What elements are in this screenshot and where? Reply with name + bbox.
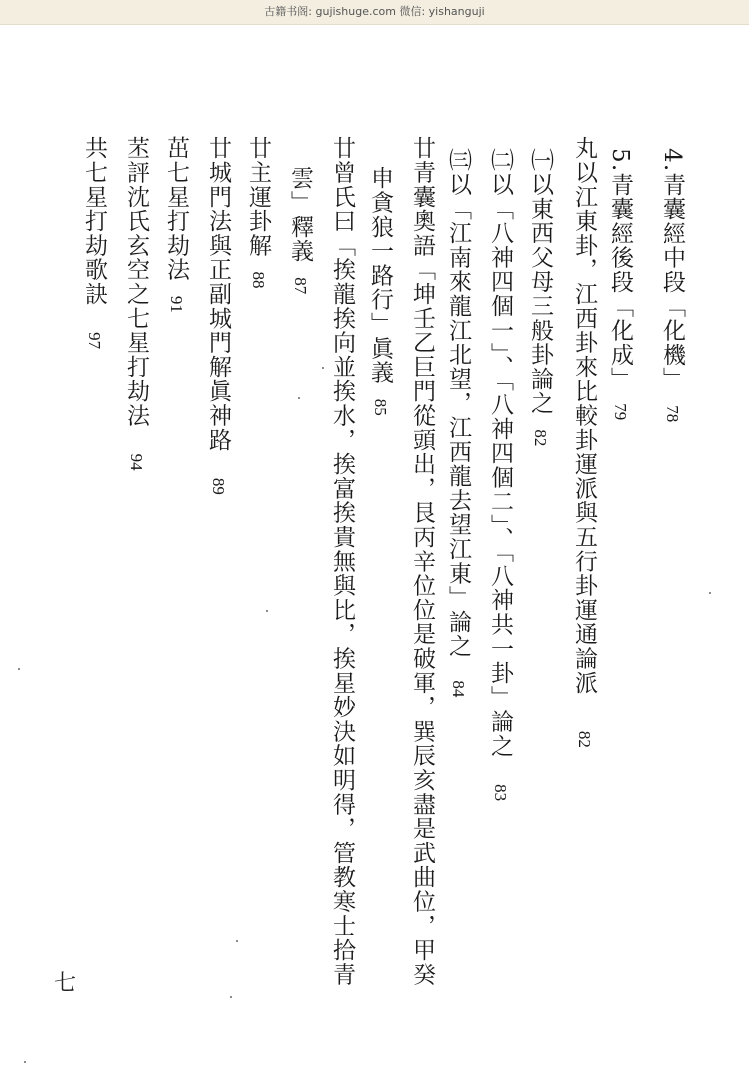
toc-entry-qixing <box>164 136 187 313</box>
toc-entry-jiangdong <box>572 136 595 748</box>
scan-speck <box>709 592 711 594</box>
toc-entry-label: 廿青囊奧語「坤壬乙巨門從頭出，艮丙辛位位是破軍，巽辰亥盡是武曲位，甲癸 <box>409 136 435 987</box>
toc-sub-3 <box>446 148 469 697</box>
toc-entry-gejue <box>82 136 105 349</box>
toc-entry-label: 廿曾氏曰「挨龍挨向並挨水，挨富挨貴無與比，挨星妙決如明得，管教寒士拾青 <box>329 136 355 987</box>
toc-entry-label: ㈠以東西父母三般卦論之 <box>527 148 553 416</box>
toc-entry-label: 雲」釋義 <box>287 166 313 264</box>
toc-entry-zengshi <box>330 136 353 987</box>
scan-speck <box>236 940 238 942</box>
toc-entry-label: 共七星打劫歌訣 <box>81 136 107 307</box>
toc-sub-1 <box>528 148 551 446</box>
scan-speck <box>298 397 300 399</box>
toc-entry-page: 79 <box>611 403 630 421</box>
toc-entry-chengmen <box>206 136 229 495</box>
toc-entry-page: 82 <box>575 730 594 748</box>
toc-entry-zengshi-cont <box>288 166 311 294</box>
toc-entry-ping-shenshi <box>124 136 147 471</box>
toc-entry-page: 87 <box>291 277 310 295</box>
toc-entry-label: 丸以江東卦，江西卦來比較卦運派與五行卦運通論派 <box>571 136 597 695</box>
scan-speck <box>230 996 232 998</box>
toc-entry-page: 94 <box>127 453 146 471</box>
page-number: 七 <box>54 971 77 996</box>
toc-entry-5 <box>608 148 631 420</box>
toc-entry-label: 5.青囊經後段「化成」 <box>607 148 633 392</box>
toc-entry-page: 89 <box>209 477 228 495</box>
toc-entry-label: 申貪狼一路行」眞義 <box>367 166 393 385</box>
toc-entry-qingnang-aoyu <box>410 136 433 987</box>
toc-entry-label: 4.青囊經中段「化機」 <box>659 148 685 392</box>
scan-speck <box>18 668 20 670</box>
toc-entry-label: 茁七星打劫法 <box>163 136 189 282</box>
toc-entry-label: 廿主運卦解 <box>245 136 271 258</box>
toc-entry-zhuyun <box>246 136 269 289</box>
toc-entry-qingnang-aoyu-cont <box>368 166 391 416</box>
toc-entry-label: 廿城門法與正副城門解眞神路 <box>205 136 231 452</box>
toc-entry-page: 82 <box>531 429 550 447</box>
toc-entry-page: 83 <box>491 784 510 802</box>
toc-entry-label: ㈢以「江南來龍江北望，江西龍去望江東」論之 <box>445 148 471 659</box>
scan-speck <box>24 1061 26 1063</box>
toc-entry-label: 苤評沈氏玄空之七星打劫法 <box>123 136 149 428</box>
toc-entry-4 <box>660 148 683 422</box>
toc-entry-page: 88 <box>249 271 268 289</box>
toc-entry-page: 97 <box>85 332 104 350</box>
toc-entry-page: 84 <box>449 680 468 698</box>
watermark-text: 古籍书阁: gujishuge.com 微信: yishanguji <box>264 5 485 18</box>
toc-sub-2 <box>488 148 511 801</box>
watermark-bar <box>0 0 749 25</box>
toc-entry-page: 85 <box>371 398 390 416</box>
toc-entry-page: 78 <box>663 405 682 423</box>
scan-speck <box>266 610 268 612</box>
toc-entry-label: ㈡以「八神四個一」、「八神四個二」、「八神共一卦」論之 <box>487 148 513 759</box>
toc-entry-page: 91 <box>167 295 186 313</box>
scan-speck <box>322 367 324 369</box>
